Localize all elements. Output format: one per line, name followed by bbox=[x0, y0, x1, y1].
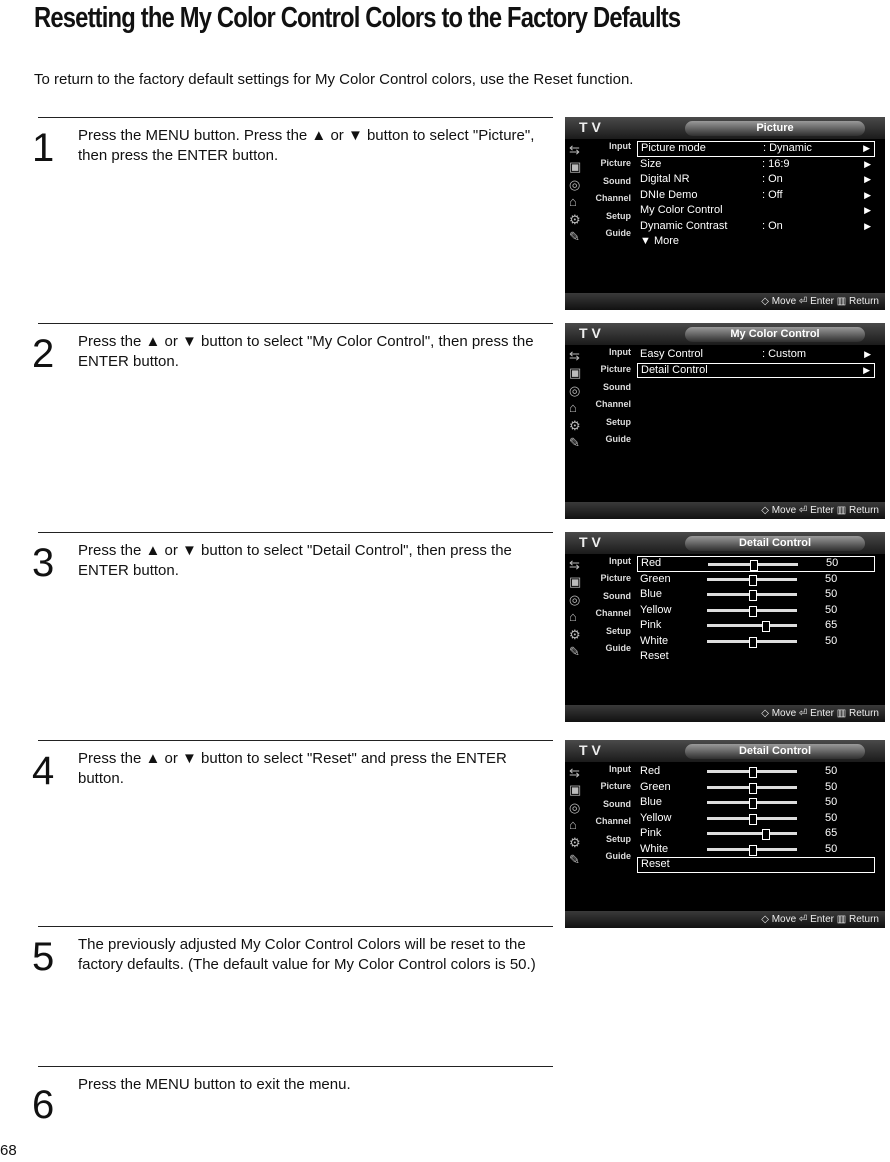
channel-icon: ⌂ bbox=[569, 194, 577, 210]
osd-sidebar-label: Guide bbox=[605, 227, 631, 238]
osd-menu-row[interactable] bbox=[637, 363, 875, 379]
osd-row-value: : On bbox=[762, 219, 783, 232]
step-number: 1 bbox=[32, 126, 55, 170]
osd-row-value: 50 bbox=[825, 780, 838, 793]
intro-text: To return to the factory default settings for My Color Control colors, use the Reset function. bbox=[34, 71, 634, 88]
osd-footer-nav-hint: ◇ Move ⏎ Enter ▥ Return bbox=[565, 293, 885, 310]
osd-tv-label: T V bbox=[579, 534, 601, 550]
osd-sidebar-item-sound[interactable] bbox=[565, 591, 637, 608]
osd-menu-row[interactable] bbox=[637, 172, 875, 188]
osd-menu-row[interactable] bbox=[637, 188, 875, 204]
osd-row-label: Easy Control bbox=[640, 348, 703, 360]
input-icon: ⇆ bbox=[569, 765, 580, 780]
osd-row-label: Green bbox=[640, 572, 671, 585]
osd-menu-row[interactable] bbox=[637, 347, 875, 363]
osd-row-label: Blue bbox=[640, 588, 663, 600]
tv-osd-my-color-control bbox=[565, 323, 885, 519]
osd-row-label: Dynamic Contrast bbox=[640, 219, 728, 232]
osd-row-value: : 16:9 bbox=[762, 157, 790, 170]
osd-row-value: : Custom bbox=[762, 348, 807, 360]
osd-row-value: 50 bbox=[825, 765, 838, 777]
osd-sidebar-label: Input bbox=[609, 141, 631, 151]
osd-row-label: Reset bbox=[641, 858, 670, 870]
page-title: Resetting the My Color Control Colors to the Factory Defaults bbox=[34, 2, 681, 34]
osd-menu-title: Detail Control bbox=[685, 536, 865, 551]
osd-sidebar-item-setup[interactable] bbox=[565, 626, 637, 643]
osd-row-value: 50 bbox=[825, 796, 838, 808]
osd-sidebar-item-input[interactable] bbox=[565, 347, 637, 364]
osd-header bbox=[565, 740, 885, 762]
step-number: 2 bbox=[32, 332, 55, 376]
osd-slider[interactable] bbox=[708, 563, 798, 566]
osd-sidebar-item-input[interactable] bbox=[565, 764, 637, 781]
osd-menu-row[interactable] bbox=[637, 556, 875, 572]
osd-sidebar-label: Setup bbox=[605, 833, 631, 844]
tv-osd-picture-menu bbox=[565, 117, 885, 310]
osd-sidebar-label: Guide bbox=[605, 642, 631, 653]
osd-menu-row[interactable] bbox=[637, 857, 875, 873]
osd-slider[interactable] bbox=[707, 817, 797, 820]
osd-sidebar-item-guide[interactable] bbox=[565, 643, 637, 660]
osd-sidebar-item-picture[interactable] bbox=[565, 364, 637, 381]
osd-row-value: 50 bbox=[825, 634, 838, 647]
osd-row-label: Size bbox=[640, 157, 662, 170]
osd-footer-nav-hint: ◇ Move ⏎ Enter ▥ Return bbox=[565, 911, 885, 928]
osd-row-label: Reset bbox=[640, 650, 669, 662]
osd-sidebar bbox=[565, 556, 637, 660]
osd-menu-row[interactable] bbox=[637, 780, 875, 796]
osd-sidebar-label: Channel bbox=[595, 399, 631, 410]
step-2 bbox=[32, 323, 553, 524]
osd-slider-knob[interactable] bbox=[749, 767, 757, 778]
step-3 bbox=[32, 532, 553, 733]
osd-footer-nav-hint: ◇ Move ⏎ Enter ▥ Return bbox=[565, 705, 885, 722]
osd-row-value: : On bbox=[762, 173, 783, 185]
osd-slider[interactable] bbox=[707, 578, 797, 581]
step-5 bbox=[32, 926, 553, 1057]
input-icon: ⇆ bbox=[569, 348, 580, 363]
picture-icon: ▣ bbox=[569, 159, 582, 175]
osd-sidebar-item-sound[interactable] bbox=[565, 382, 637, 399]
osd-row-value: 65 bbox=[825, 619, 838, 631]
step-text: Press the ▲ or ▼ button to select "Reset" and press the ENTER button. bbox=[78, 750, 507, 787]
chevron-right-icon: ▶ bbox=[864, 220, 871, 231]
osd-slider-knob[interactable] bbox=[749, 814, 757, 825]
tv-osd-detail-control bbox=[565, 532, 885, 722]
osd-sidebar-label: Input bbox=[609, 764, 631, 774]
chevron-right-icon: ▶ bbox=[863, 143, 870, 153]
osd-sidebar-item-input[interactable] bbox=[565, 141, 637, 158]
setup-icon: ⚙ bbox=[569, 417, 581, 433]
osd-slider-knob[interactable] bbox=[749, 575, 757, 586]
osd-sidebar-item-guide[interactable] bbox=[565, 228, 637, 245]
osd-slider[interactable] bbox=[707, 624, 797, 627]
osd-row-value: 50 bbox=[826, 557, 839, 569]
osd-sidebar-label: Input bbox=[609, 347, 631, 357]
osd-slider[interactable] bbox=[707, 801, 797, 804]
osd-sidebar-item-picture[interactable] bbox=[565, 573, 637, 590]
osd-slider[interactable] bbox=[707, 640, 797, 643]
osd-menu-items bbox=[637, 347, 875, 378]
osd-slider-knob[interactable] bbox=[762, 829, 770, 840]
osd-menu-title: My Color Control bbox=[685, 327, 865, 342]
sound-icon: ◎ bbox=[569, 176, 581, 192]
step-number: 5 bbox=[32, 935, 55, 979]
osd-sidebar bbox=[565, 764, 637, 868]
chevron-right-icon: ▶ bbox=[864, 349, 871, 359]
osd-menu-items bbox=[637, 556, 875, 665]
osd-slider[interactable] bbox=[707, 832, 797, 835]
osd-menu-row[interactable] bbox=[637, 811, 875, 827]
osd-menu-items bbox=[637, 141, 875, 250]
step-text: Press the ▲ or ▼ button to select "Detail Control", then press the ENTER button. bbox=[78, 542, 512, 579]
tv-osd-detail-control-reset bbox=[565, 740, 885, 928]
osd-menu-row[interactable] bbox=[637, 157, 875, 173]
osd-menu-row[interactable] bbox=[637, 649, 875, 665]
osd-tv-label: T V bbox=[579, 325, 601, 341]
setup-icon: ⚙ bbox=[569, 211, 581, 227]
osd-menu-row[interactable] bbox=[637, 618, 875, 634]
osd-footer-nav-hint: ◇ Move ⏎ Enter ▥ Return bbox=[565, 502, 885, 519]
osd-slider-knob[interactable] bbox=[749, 783, 757, 794]
guide-icon: ✎ bbox=[569, 434, 580, 450]
osd-sidebar-label: Setup bbox=[605, 210, 631, 221]
osd-sidebar-item-guide[interactable] bbox=[565, 851, 637, 868]
step-6 bbox=[32, 1066, 553, 1127]
osd-header bbox=[565, 323, 885, 345]
osd-menu-row[interactable] bbox=[637, 795, 875, 811]
osd-slider[interactable] bbox=[707, 770, 797, 773]
osd-row-label: Yellow bbox=[640, 603, 672, 616]
osd-slider[interactable] bbox=[707, 609, 797, 612]
channel-icon: ⌂ bbox=[569, 400, 577, 416]
osd-sidebar-label: Picture bbox=[600, 158, 631, 169]
osd-sidebar-item-channel[interactable] bbox=[565, 399, 637, 416]
osd-slider-knob[interactable] bbox=[749, 637, 757, 648]
osd-slider-knob[interactable] bbox=[749, 606, 757, 617]
osd-sidebar-label: Setup bbox=[605, 625, 631, 636]
channel-icon: ⌂ bbox=[569, 817, 577, 833]
chevron-right-icon: ▶ bbox=[864, 205, 871, 215]
osd-row-value: : Dynamic bbox=[763, 142, 812, 154]
osd-sidebar-label: Channel bbox=[595, 193, 631, 204]
osd-sidebar-label: Sound bbox=[603, 798, 631, 809]
osd-row-value: 50 bbox=[825, 572, 838, 585]
osd-sidebar bbox=[565, 347, 637, 451]
picture-icon: ▣ bbox=[569, 574, 582, 590]
osd-row-label: White bbox=[640, 634, 669, 647]
step-4 bbox=[32, 740, 553, 921]
osd-row-value: : Off bbox=[762, 188, 783, 201]
osd-row-label: Blue bbox=[640, 796, 663, 808]
input-icon: ⇆ bbox=[569, 557, 580, 572]
osd-sidebar-label: Guide bbox=[605, 850, 631, 861]
osd-slider-knob[interactable] bbox=[749, 798, 757, 809]
osd-sidebar-item-guide[interactable] bbox=[565, 434, 637, 451]
osd-menu-row[interactable] bbox=[637, 203, 875, 219]
osd-row-label: Red bbox=[640, 765, 661, 777]
osd-sidebar-item-sound[interactable] bbox=[565, 799, 637, 816]
osd-menu-row[interactable] bbox=[637, 572, 875, 588]
osd-sidebar-item-setup[interactable] bbox=[565, 834, 637, 851]
sound-icon: ◎ bbox=[569, 591, 581, 607]
osd-menu-row[interactable] bbox=[637, 826, 875, 842]
osd-sidebar-label: Picture bbox=[600, 781, 631, 792]
step-text: Press the MENU button. Press the ▲ or ▼ button to select "Picture", then press the ENTER button. bbox=[78, 127, 535, 164]
osd-row-label: DNIe Demo bbox=[640, 188, 698, 201]
step-text: Press the MENU button to exit the menu. bbox=[78, 1076, 351, 1093]
setup-icon: ⚙ bbox=[569, 626, 581, 642]
osd-menu-title: Detail Control bbox=[685, 744, 865, 759]
osd-row-label: Detail Control bbox=[641, 363, 708, 376]
osd-slider-knob[interactable] bbox=[749, 845, 757, 856]
osd-sidebar-label: Setup bbox=[605, 416, 631, 427]
input-icon: ⇆ bbox=[569, 142, 580, 157]
osd-header bbox=[565, 117, 885, 139]
guide-icon: ✎ bbox=[569, 851, 580, 867]
osd-menu-title: Picture bbox=[685, 121, 865, 136]
osd-sidebar-label: Sound bbox=[603, 175, 631, 186]
step-number: 3 bbox=[32, 541, 55, 585]
osd-menu-row[interactable] bbox=[637, 603, 875, 619]
osd-menu-items bbox=[637, 764, 875, 873]
chevron-right-icon: ▶ bbox=[864, 189, 871, 200]
osd-slider[interactable] bbox=[707, 786, 797, 789]
osd-slider[interactable] bbox=[707, 593, 797, 596]
osd-sidebar-label: Input bbox=[609, 556, 631, 566]
osd-sidebar bbox=[565, 141, 637, 245]
osd-row-label: White bbox=[640, 842, 669, 855]
osd-sidebar-item-input[interactable] bbox=[565, 556, 637, 573]
channel-icon: ⌂ bbox=[569, 609, 577, 625]
osd-sidebar-item-channel[interactable] bbox=[565, 816, 637, 833]
step-text: Press the ▲ or ▼ button to select "My Color Control", then press the ENTER button. bbox=[78, 333, 534, 370]
osd-row-value: 65 bbox=[825, 827, 838, 839]
osd-menu-row[interactable] bbox=[637, 234, 875, 250]
osd-row-label: My Color Control bbox=[640, 204, 723, 216]
osd-sidebar-item-setup[interactable] bbox=[565, 417, 637, 434]
osd-row-label: Picture mode bbox=[641, 142, 706, 154]
osd-row-value: 50 bbox=[825, 588, 838, 600]
osd-header bbox=[565, 532, 885, 554]
osd-sidebar-label: Picture bbox=[600, 364, 631, 375]
osd-menu-row[interactable] bbox=[637, 141, 875, 157]
step-number: 4 bbox=[32, 749, 55, 793]
osd-tv-label: T V bbox=[579, 742, 601, 758]
guide-icon: ✎ bbox=[569, 643, 580, 659]
osd-sidebar-label: Sound bbox=[603, 590, 631, 601]
osd-tv-label: T V bbox=[579, 119, 601, 135]
chevron-right-icon: ▶ bbox=[864, 174, 871, 184]
osd-menu-row[interactable] bbox=[637, 842, 875, 858]
page-number: 68 bbox=[0, 1142, 17, 1159]
guide-icon: ✎ bbox=[569, 228, 580, 244]
sound-icon: ◎ bbox=[569, 799, 581, 815]
osd-sidebar-item-channel[interactable] bbox=[565, 608, 637, 625]
osd-sidebar-item-setup[interactable] bbox=[565, 211, 637, 228]
step-1 bbox=[32, 117, 553, 318]
osd-sidebar-item-sound[interactable] bbox=[565, 176, 637, 193]
osd-sidebar-label: Channel bbox=[595, 816, 631, 827]
osd-row-value: 50 bbox=[825, 811, 838, 824]
osd-sidebar-label: Channel bbox=[595, 608, 631, 619]
osd-sidebar-label: Guide bbox=[605, 433, 631, 444]
osd-row-value: 50 bbox=[825, 842, 838, 855]
osd-menu-row[interactable] bbox=[637, 219, 875, 235]
osd-slider-knob[interactable] bbox=[749, 590, 757, 601]
osd-row-label: Pink bbox=[640, 619, 662, 631]
osd-row-label: Yellow bbox=[640, 811, 672, 824]
osd-row-label: Pink bbox=[640, 827, 662, 839]
chevron-right-icon: ▶ bbox=[863, 364, 870, 375]
osd-row-value: 50 bbox=[825, 603, 838, 616]
setup-icon: ⚙ bbox=[569, 834, 581, 850]
osd-sidebar-label: Sound bbox=[603, 381, 631, 392]
step-number: 6 bbox=[32, 1083, 55, 1127]
osd-slider-knob[interactable] bbox=[750, 560, 758, 571]
osd-sidebar-label: Picture bbox=[600, 573, 631, 584]
chevron-right-icon: ▶ bbox=[864, 158, 871, 169]
osd-row-label: Red bbox=[641, 557, 662, 569]
osd-slider-knob[interactable] bbox=[762, 621, 770, 632]
picture-icon: ▣ bbox=[569, 365, 582, 381]
osd-menu-row[interactable] bbox=[637, 634, 875, 650]
osd-row-label: Digital NR bbox=[640, 173, 690, 185]
osd-menu-row[interactable] bbox=[637, 587, 875, 603]
picture-icon: ▣ bbox=[569, 782, 582, 798]
osd-row-label: ▼ More bbox=[640, 235, 680, 247]
sound-icon: ◎ bbox=[569, 382, 581, 398]
osd-sidebar-item-channel[interactable] bbox=[565, 193, 637, 210]
osd-row-label: Green bbox=[640, 780, 671, 793]
osd-slider[interactable] bbox=[707, 848, 797, 851]
step-text: The previously adjusted My Color Control Colors will be reset to the factory defaults. (The default value for My Color Control colors is 50.) bbox=[78, 936, 536, 973]
osd-sidebar-item-picture[interactable] bbox=[565, 781, 637, 798]
osd-menu-row[interactable] bbox=[637, 764, 875, 780]
osd-sidebar-item-picture[interactable] bbox=[565, 158, 637, 175]
